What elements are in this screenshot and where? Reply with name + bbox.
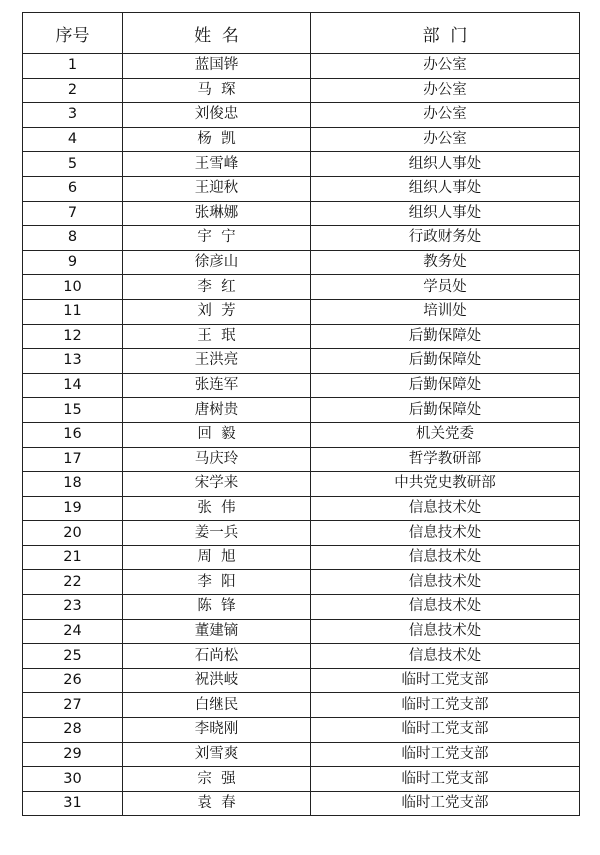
table-row xyxy=(23,521,580,546)
cell-name: 刘雪爽 xyxy=(123,742,311,767)
cell-name: 王雪峰 xyxy=(123,152,311,177)
cell-department: 临时工党支部 xyxy=(311,668,580,693)
table-row xyxy=(23,742,580,767)
cell-department: 信息技术处 xyxy=(311,570,580,595)
table-header xyxy=(23,13,580,54)
cell-number: 28 xyxy=(23,718,123,743)
cell-name: 宋学来 xyxy=(123,472,311,497)
table-row xyxy=(23,422,580,447)
table-row xyxy=(23,570,580,595)
cell-number: 9 xyxy=(23,250,123,275)
table-row xyxy=(23,176,580,201)
cell-department: 哲学教研部 xyxy=(311,447,580,472)
cell-department: 办公室 xyxy=(311,78,580,103)
cell-name: 回 毅 xyxy=(123,422,311,447)
cell-number: 17 xyxy=(23,447,123,472)
table-row xyxy=(23,103,580,128)
table-row xyxy=(23,398,580,423)
cell-department: 机关党委 xyxy=(311,422,580,447)
cell-department: 后勤保障处 xyxy=(311,349,580,374)
cell-name: 石尚松 xyxy=(123,644,311,669)
cell-department: 办公室 xyxy=(311,54,580,79)
cell-department: 中共党史教研部 xyxy=(311,472,580,497)
header-cell-number: 序号 xyxy=(23,13,123,54)
cell-department: 信息技术处 xyxy=(311,545,580,570)
cell-department: 办公室 xyxy=(311,103,580,128)
table-row xyxy=(23,668,580,693)
cell-number: 6 xyxy=(23,176,123,201)
cell-name: 徐彦山 xyxy=(123,250,311,275)
header-cell-name: 姓 名 xyxy=(123,13,311,54)
cell-department: 临时工党支部 xyxy=(311,767,580,792)
cell-number: 3 xyxy=(23,103,123,128)
table-row xyxy=(23,767,580,792)
cell-name: 李 红 xyxy=(123,275,311,300)
cell-number: 27 xyxy=(23,693,123,718)
cell-name: 周 旭 xyxy=(123,545,311,570)
cell-number: 29 xyxy=(23,742,123,767)
table-row xyxy=(23,299,580,324)
cell-name: 姜一兵 xyxy=(123,521,311,546)
table-row xyxy=(23,201,580,226)
table-row xyxy=(23,54,580,79)
cell-department: 信息技术处 xyxy=(311,619,580,644)
cell-number: 14 xyxy=(23,373,123,398)
cell-name: 宗 强 xyxy=(123,767,311,792)
cell-number: 15 xyxy=(23,398,123,423)
cell-department: 办公室 xyxy=(311,127,580,152)
cell-name: 张 伟 xyxy=(123,496,311,521)
table-row xyxy=(23,496,580,521)
cell-number: 26 xyxy=(23,668,123,693)
table-row xyxy=(23,595,580,620)
cell-name: 董建镝 xyxy=(123,619,311,644)
cell-department: 组织人事处 xyxy=(311,176,580,201)
cell-name: 白继民 xyxy=(123,693,311,718)
table-row xyxy=(23,152,580,177)
cell-name: 祝洪岐 xyxy=(123,668,311,693)
header-row xyxy=(23,13,580,54)
table-row xyxy=(23,250,580,275)
cell-department: 后勤保障处 xyxy=(311,373,580,398)
table-row xyxy=(23,791,580,816)
cell-name: 刘 芳 xyxy=(123,299,311,324)
cell-department: 信息技术处 xyxy=(311,644,580,669)
cell-number: 2 xyxy=(23,78,123,103)
table-row xyxy=(23,78,580,103)
table-row xyxy=(23,718,580,743)
cell-name: 陈 锋 xyxy=(123,595,311,620)
header-cell-department: 部 门 xyxy=(311,13,580,54)
cell-number: 24 xyxy=(23,619,123,644)
cell-name: 刘俊忠 xyxy=(123,103,311,128)
cell-name: 马 琛 xyxy=(123,78,311,103)
cell-name: 马庆玲 xyxy=(123,447,311,472)
cell-name: 宇 宁 xyxy=(123,226,311,251)
table-row xyxy=(23,619,580,644)
cell-name: 袁 春 xyxy=(123,791,311,816)
cell-department: 组织人事处 xyxy=(311,152,580,177)
cell-department: 培训处 xyxy=(311,299,580,324)
cell-number: 7 xyxy=(23,201,123,226)
cell-number: 16 xyxy=(23,422,123,447)
cell-number: 4 xyxy=(23,127,123,152)
cell-number: 20 xyxy=(23,521,123,546)
table-row xyxy=(23,226,580,251)
cell-department: 行政财务处 xyxy=(311,226,580,251)
cell-number: 5 xyxy=(23,152,123,177)
cell-number: 10 xyxy=(23,275,123,300)
table-row xyxy=(23,324,580,349)
cell-number: 31 xyxy=(23,791,123,816)
cell-number: 1 xyxy=(23,54,123,79)
cell-name: 蓝国铧 xyxy=(123,54,311,79)
table-row xyxy=(23,349,580,374)
cell-name: 李晓刚 xyxy=(123,718,311,743)
table-row xyxy=(23,545,580,570)
table-row xyxy=(23,644,580,669)
cell-number: 18 xyxy=(23,472,123,497)
table-row xyxy=(23,127,580,152)
table-row xyxy=(23,275,580,300)
cell-number: 11 xyxy=(23,299,123,324)
cell-name: 张连军 xyxy=(123,373,311,398)
cell-department: 组织人事处 xyxy=(311,201,580,226)
table-row xyxy=(23,693,580,718)
cell-name: 杨 凯 xyxy=(123,127,311,152)
cell-number: 30 xyxy=(23,767,123,792)
cell-name: 张琳娜 xyxy=(123,201,311,226)
cell-number: 22 xyxy=(23,570,123,595)
cell-department: 临时工党支部 xyxy=(311,791,580,816)
cell-name: 王 珉 xyxy=(123,324,311,349)
cell-department: 后勤保障处 xyxy=(311,398,580,423)
table-row xyxy=(23,373,580,398)
cell-department: 临时工党支部 xyxy=(311,718,580,743)
cell-department: 后勤保障处 xyxy=(311,324,580,349)
table-body xyxy=(23,54,580,816)
cell-name: 唐树贵 xyxy=(123,398,311,423)
cell-name: 王迎秋 xyxy=(123,176,311,201)
cell-number: 8 xyxy=(23,226,123,251)
cell-number: 21 xyxy=(23,545,123,570)
cell-number: 23 xyxy=(23,595,123,620)
cell-department: 教务处 xyxy=(311,250,580,275)
cell-department: 信息技术处 xyxy=(311,521,580,546)
cell-department: 信息技术处 xyxy=(311,496,580,521)
cell-department: 学员处 xyxy=(311,275,580,300)
cell-number: 19 xyxy=(23,496,123,521)
cell-number: 13 xyxy=(23,349,123,374)
cell-name: 李 阳 xyxy=(123,570,311,595)
cell-name: 王洪亮 xyxy=(123,349,311,374)
cell-department: 临时工党支部 xyxy=(311,742,580,767)
cell-number: 12 xyxy=(23,324,123,349)
cell-number: 25 xyxy=(23,644,123,669)
cell-department: 信息技术处 xyxy=(311,595,580,620)
table-row xyxy=(23,472,580,497)
table-row xyxy=(23,447,580,472)
cell-department: 临时工党支部 xyxy=(311,693,580,718)
roster-table xyxy=(22,12,580,816)
